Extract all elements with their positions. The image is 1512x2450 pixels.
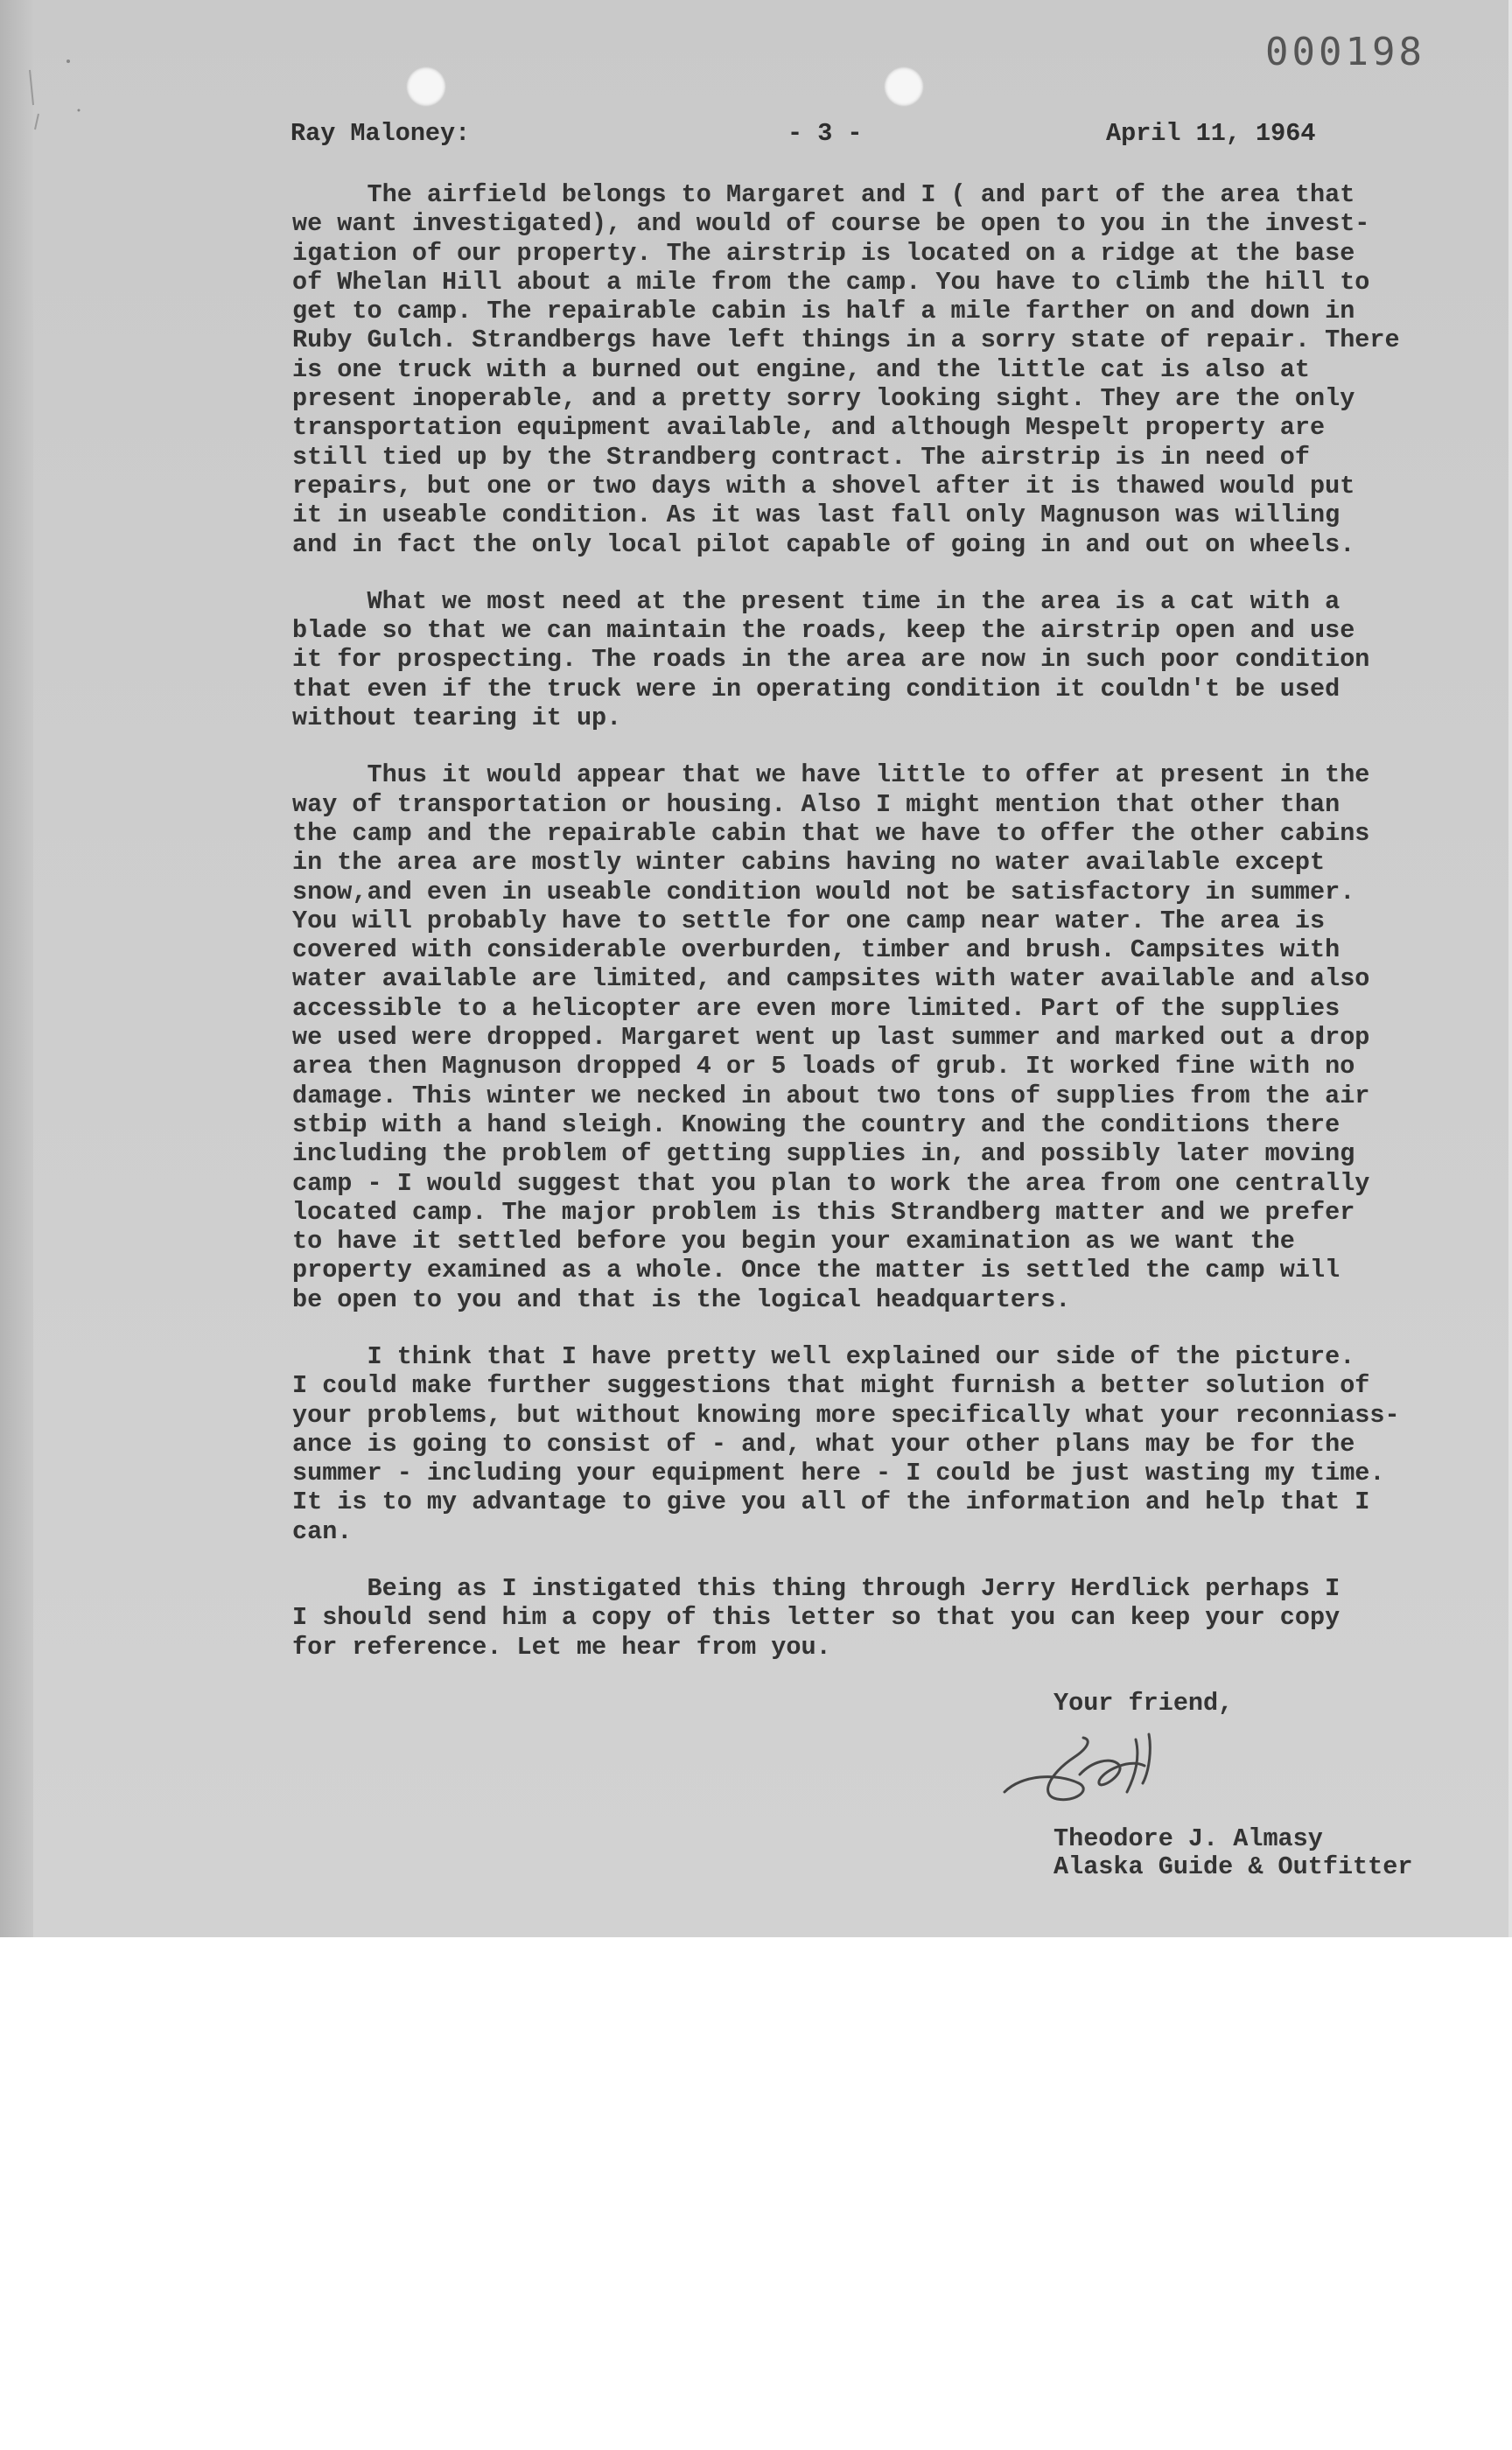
punch-hole-left xyxy=(406,66,446,107)
recipient-name: Ray Maloney: xyxy=(290,119,471,148)
closing-salutation: Your friend, xyxy=(1054,1689,1234,1718)
document-stamp-number: 000198 xyxy=(1265,30,1425,74)
letter-header xyxy=(290,119,1323,158)
page-indicator: - 3 - xyxy=(788,119,863,148)
handwritten-signature xyxy=(996,1722,1206,1818)
signer-title: Alaska Guide & Outfitter xyxy=(1054,1852,1413,1881)
paragraph-transportation-housing: Thus it would appear that we have little to offer at present in the way of transportation or housing. Also I might mention that other than the camp and the repairable cabin that we have to offer the other cabins in the area are mostly winter cabins having no water available except snow,and even in useable condition would not be satisfactory in summer. You will probably have to settle for one camp near water. The area is covered with considerable overburden, timber and brush. Campsites with water available are limited, and campsites with water available and also accessible to a helicopter are even more limited. Part of the supplies we used were dropped. Margaret went up last summer and marked out a drop area then Magnuson dropped 4 or 5 loads of grub. It worked fine with no damage. This winter we necked in about two tons of supplies from the air stbip with a hand sleigh. Knowing the country and the conditions there including the problem of getting supplies in, and possibly later moving camp - I would suggest that you plan to work the area from one centrally located camp. The major problem is this Strandberg matter and we prefer to have it settled before you begin your examination as we want the property examined as a whole. Once the matter is settled the camp will be open to you and that is the logical headquarters. xyxy=(292,760,1370,1314)
paragraph-closing-request: Being as I instigated this thing through Jerry Herdlick perhaps I I should send him a copy of this letter so that you can keep your copy for reference. Let me hear from you. xyxy=(292,1574,1340,1662)
margin-marks xyxy=(26,52,88,131)
paragraph-cat-needed: What we most need at the present time in the area is a cat with a blade so that we can maintain the roads, keep the airstrip open and use it for prospecting. The roads in the area are now in such poor condition that even if the truck were in operating condition it couldn't be used without tearing it up. xyxy=(292,586,1370,733)
paragraph-airfield: The airfield belongs to Margaret and I ( and part of the area that we want investigated), and would of course be open to you in the invest- igation of our property. The airstrip is located on a ridge at the base of Whelan Hill about a mile from the camp. You have to climb the hill to get to camp. The repairable cabin is half a mile farther on and down in Ruby Gulch. Strandbergs have left things in a sorry state of repair. There is one truck with a burned out engine, and the little cat is also at present inoperable, and a pretty sorry looking sight. They are the only transportation equipment available, and although Mespelt property are still tied up by the Strandberg contract. The airstrip is in need of repairs, but one or two days with a shovel after it is thawed would put it in useable condition. As it was last fall only Magnuson was willing and in fact the only local pilot capable of going in and out on wheels. xyxy=(292,180,1400,559)
punch-hole-right xyxy=(884,66,924,107)
signature-block xyxy=(1054,1825,1412,1881)
letter-date: April 11, 1964 xyxy=(1106,119,1316,148)
letter-body xyxy=(292,180,1400,1690)
signer-name: Theodore J. Almasy xyxy=(1054,1824,1323,1853)
paragraph-explanation: I think that I have pretty well explained our side of the picture. I could make further suggestions that might furnish a better solution of your problems, but without knowing more specifically what your reconniass- ance is going to consist of - and, what your other plans may be for the summer - including your equipment here - I could be just wasting my time. It is to my advantage to give you all of the information and help that I can. xyxy=(292,1341,1400,1546)
